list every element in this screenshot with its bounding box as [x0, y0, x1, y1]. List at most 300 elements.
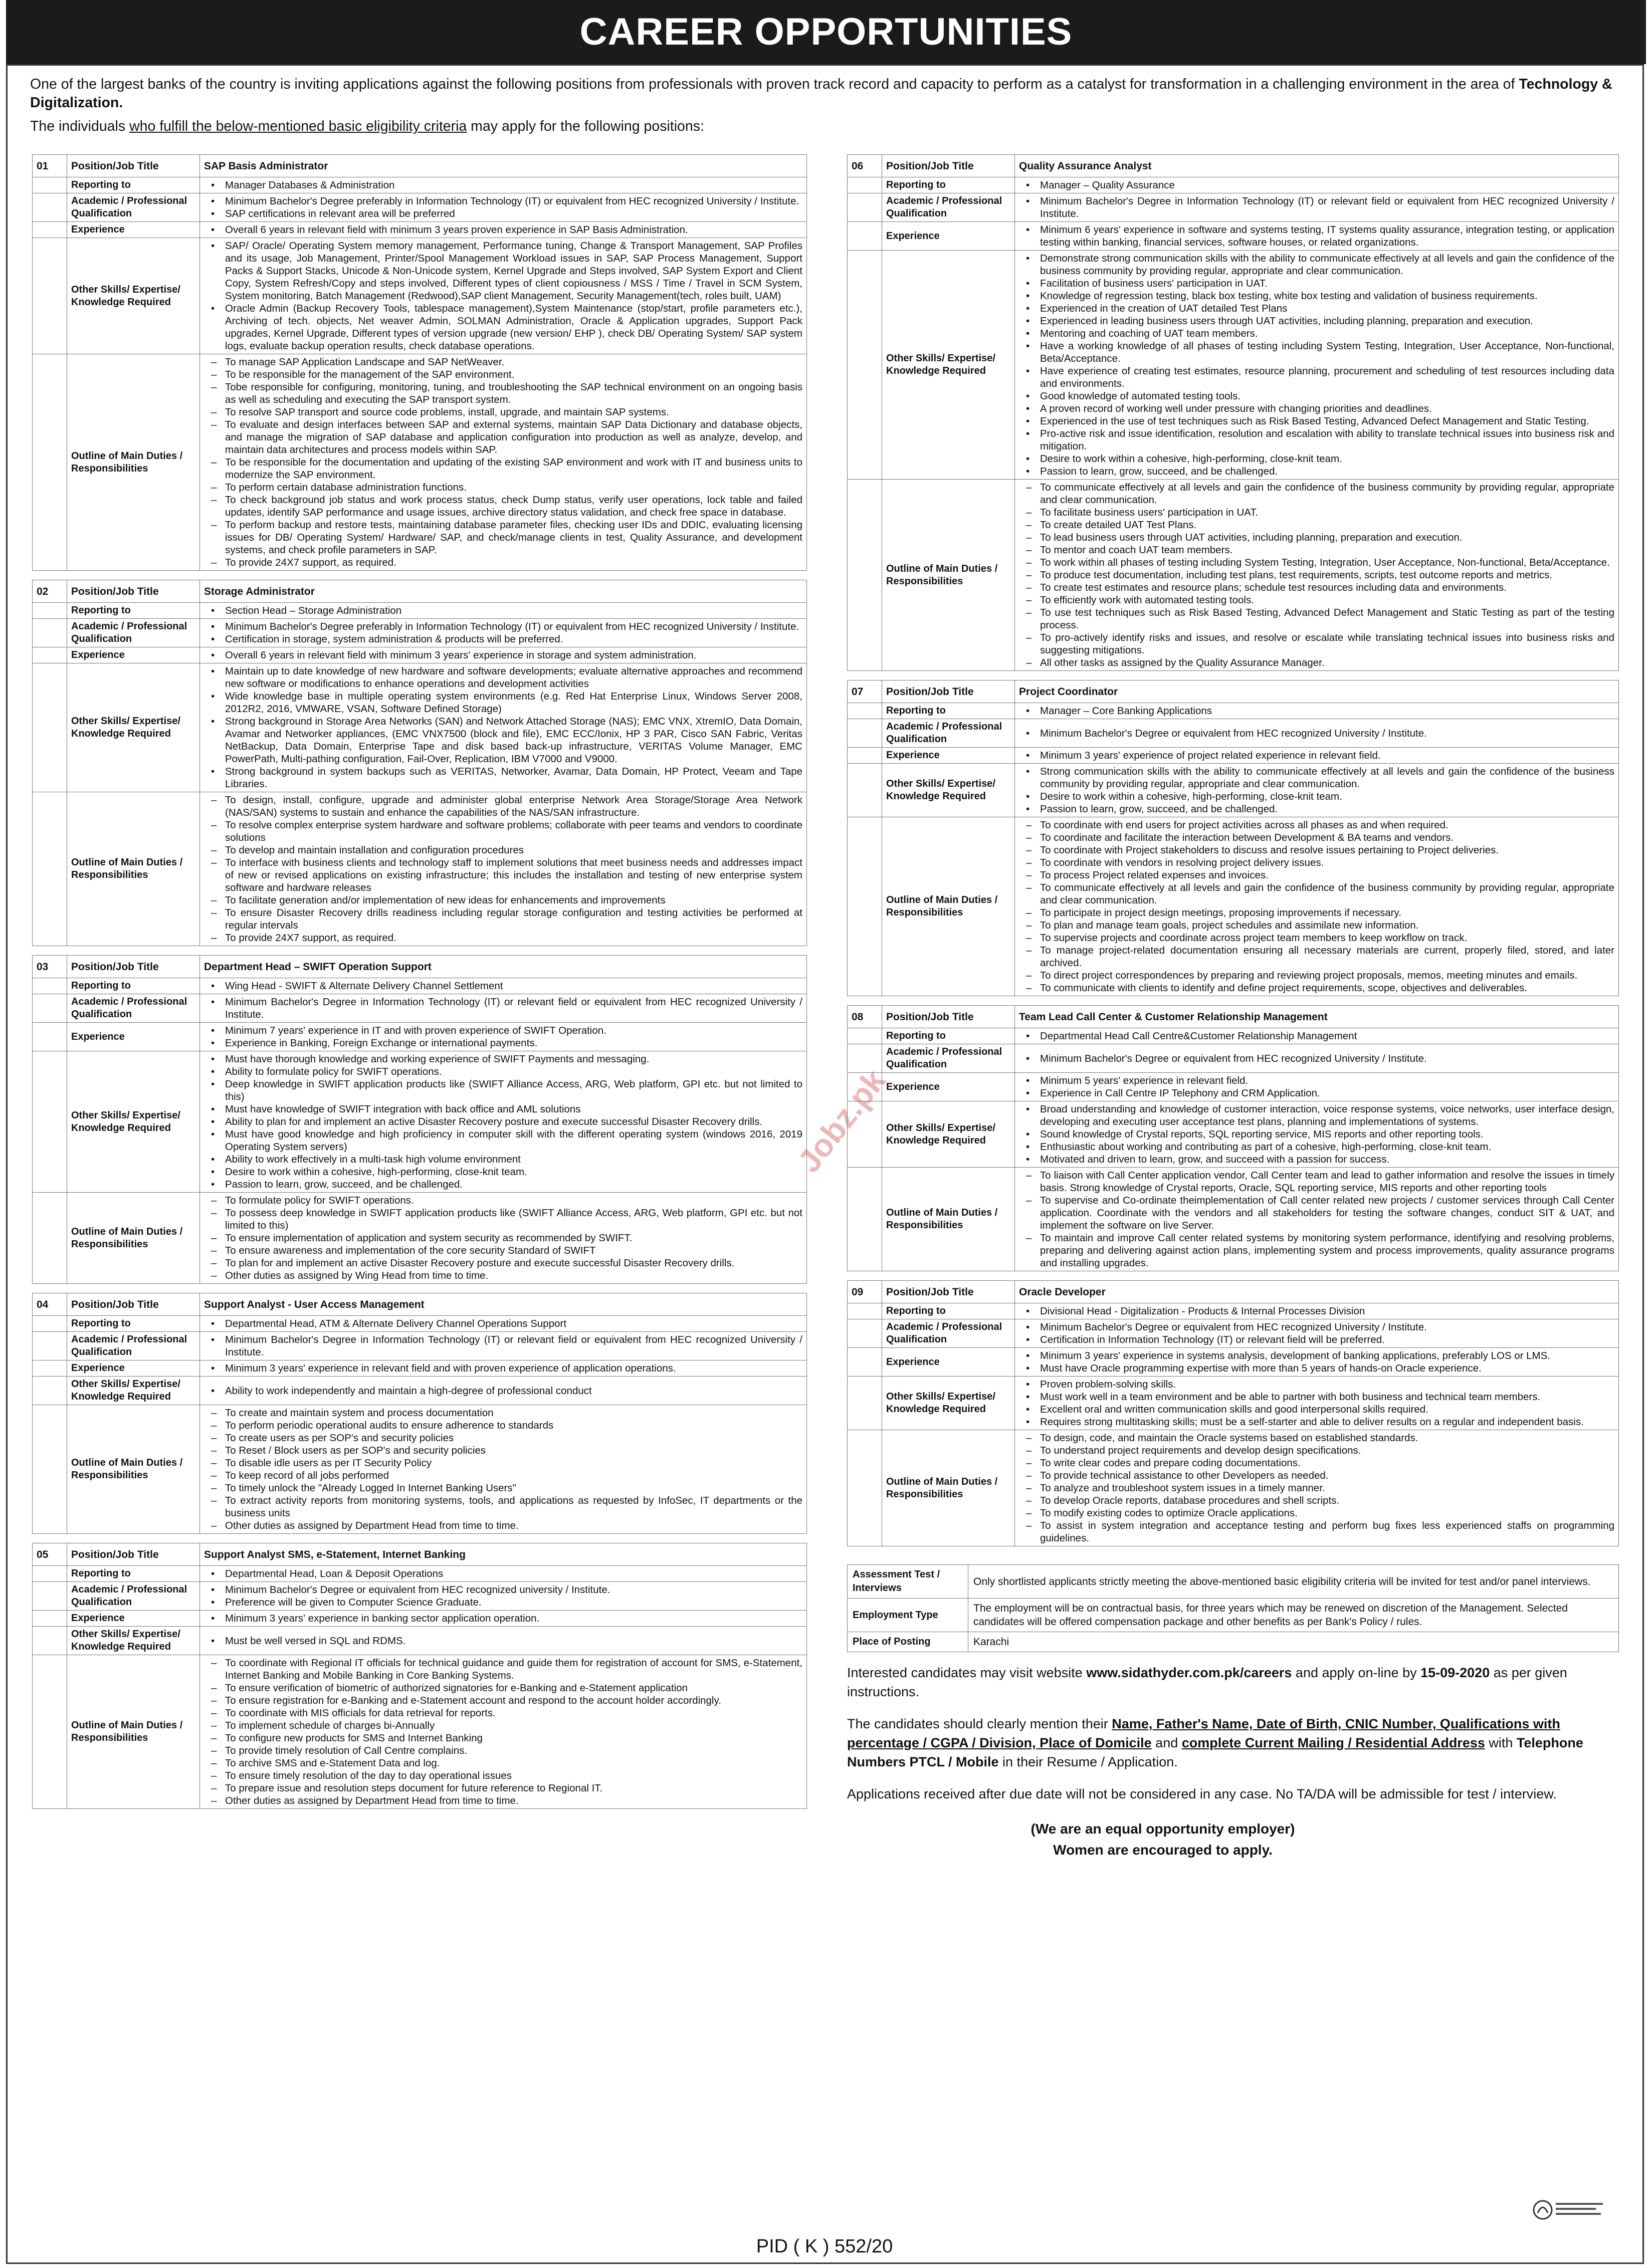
job-duties-row	[33, 792, 807, 946]
reporting-list	[204, 1317, 802, 1330]
spacer-cell	[33, 1655, 67, 1809]
list-item: • Desire to work within a cohesive, high-performing, close-knit team.	[1019, 790, 1614, 803]
list-item: • Minimum Bachelor's Degree preferably in Information Technology (IT) or equivalent from HEC recognized University / Institute.	[204, 195, 802, 207]
job-gap	[848, 1271, 1619, 1281]
list-item: – To supervise and Co-ordinate theimplementation of Call center related new projects / customer services through Call Center application. Coordinate with the vendors and all stakeholders for testing the software changes, conduct SIT & UAT, and implement the software on live Server.	[1019, 1194, 1614, 1232]
skills-list	[204, 1385, 802, 1397]
women-encouraged: Women are encouraged to apply.	[1053, 1842, 1273, 1858]
terms-label: Place of Posting	[848, 1632, 968, 1652]
duties-value	[200, 792, 807, 946]
list-item: – To timely unlock the "Already Logged In Internet Banking Users"	[204, 1482, 802, 1494]
list-item: • Minimum 3 years' experience of project related experience in relevant field.	[1019, 749, 1614, 762]
mention-pre: The candidates should clearly mention their	[847, 1716, 1112, 1731]
list-item: • Broad understanding and knowledge of customer interaction, voice response systems, voice networks, user interface design, developing and executing user acceptance test plans, planning and implementations of systems.	[1019, 1103, 1614, 1128]
job-qualification-row	[33, 193, 807, 222]
jobs-table-left	[32, 154, 807, 1818]
skills-label: Other Skills/ Expertise/ Knowledge Required	[67, 663, 200, 792]
duties-label: Outline of Main Duties / Responsibilities	[882, 1430, 1015, 1546]
skills-value	[1015, 1377, 1619, 1430]
experience-value	[200, 1360, 807, 1377]
list-item: – To mentor and coach UAT team members.	[1019, 544, 1614, 556]
job-header-row	[33, 580, 807, 603]
jobs-table-right	[847, 154, 1619, 1555]
job-title: Team Lead Call Center & Customer Relationship Management	[1015, 1006, 1619, 1028]
spacer-cell	[848, 1168, 882, 1271]
job-reporting-row	[33, 978, 807, 994]
job-skills-row	[848, 764, 1619, 817]
qualification-list	[1019, 727, 1614, 740]
list-item: • Experience in Banking, Foreign Exchange or international payments.	[204, 1037, 802, 1049]
skills-label: Other Skills/ Expertise/ Knowledge Required	[67, 1051, 200, 1193]
list-item: • Minimum 3 years' experience in banking sector application operation.	[204, 1612, 802, 1625]
job-gap	[33, 1534, 807, 1543]
experience-list	[204, 1024, 802, 1049]
list-item: – To develop and maintain installation and configuration procedures	[204, 844, 802, 856]
list-item: – To direct project correspondences by preparing and reviewing project proposals, memos, meeting minutes and emails.	[1019, 969, 1614, 982]
job-number: 05	[33, 1543, 67, 1566]
list-item: • Demonstrate strong communication skills with the ability to communicate effectively at all levels and gain the confidence of the business community by providing regular, appropriate and clear communication.	[1019, 252, 1614, 277]
skills-label: Other Skills/ Expertise/ Knowledge Required	[882, 1101, 1015, 1168]
job-qualification-row	[848, 719, 1619, 748]
duties-label: Outline of Main Duties / Responsibilities	[67, 1405, 200, 1534]
list-item: – To lead business users through UAT activities, including planning, preparation and execution.	[1019, 531, 1614, 544]
experience-value	[1015, 1348, 1619, 1377]
advertising-logo-icon	[1532, 2198, 1607, 2222]
list-item: • Minimum Bachelor's Degree or equivalent from HEC recognized University / Institute.	[1019, 1052, 1614, 1065]
job-experience-row	[33, 647, 807, 663]
spacer-cell	[33, 1611, 67, 1627]
list-item: – To perform backup and restore tests, maintaining database parameter files, checking user IDs and DDIC, evaluating licensing issues for DB/ Operating System/ Hardware/ SAP, and check/manage clients in test, Quality Assurance, and development systems, and check profile parameters in SAP.	[204, 519, 802, 556]
list-item: – To create and maintain system and process documentation	[204, 1407, 802, 1419]
spacer-cell	[848, 1377, 882, 1430]
experience-list	[204, 223, 802, 236]
job-gap	[848, 671, 1619, 681]
job-title: Project Coordinator	[1015, 681, 1619, 703]
job-gap	[33, 1809, 807, 1819]
experience-value	[1015, 222, 1619, 251]
right-column	[847, 154, 1619, 1861]
list-item: • Minimum Bachelor's Degree in Information Technology (IT) or relevant field or equivalent from HEC recognized University / Institute.	[204, 1333, 802, 1358]
spacer-cell	[848, 703, 882, 719]
list-item: • Deep knowledge in SWIFT application products like (SWIFT Alliance Access, ARG, Web platform, GPI etc. but not limited to this)	[204, 1078, 802, 1103]
list-item: – To prepare issue and resolution steps document for future reference to Regional IT.	[204, 1782, 802, 1794]
experience-list	[204, 649, 802, 661]
experience-label: Experience	[882, 1348, 1015, 1377]
list-item: – To communicate effectively at all levels and gain the confidence of the business community by providing regular, appropriate and clear communication.	[1019, 481, 1614, 506]
reporting-list	[1019, 179, 1614, 191]
skills-value	[1015, 1101, 1619, 1168]
list-item: – To liaison with Call Center application vendor, Call Center team and lead to gather information and resolve the issues in timely basis. Strong knowledge of Crystal reports, Oracle, SQL reporting service, MIS reports and other reporting tools	[1019, 1169, 1614, 1194]
intro-pre: The individuals	[30, 118, 130, 134]
qualification-value	[1015, 193, 1619, 222]
skills-label: Other Skills/ Expertise/ Knowledge Required	[882, 1377, 1015, 1430]
skills-list	[1019, 765, 1614, 815]
qualification-value	[1015, 1319, 1619, 1348]
list-item: • Preference will be given to Computer Science Graduate.	[204, 1596, 802, 1609]
list-item: – To provide timely resolution of Call Centre complains.	[204, 1744, 802, 1757]
experience-value	[1015, 748, 1619, 764]
list-item: – To be responsible for the documentation and updating of the existing SAP environment and work with IT and business units to modernize the SAP environment.	[204, 456, 802, 481]
list-item: • Enthusiastic about working and contributing as part of a cohesive, high-performing, close-knit team.	[1019, 1141, 1614, 1153]
list-item: • Desire to work within a cohesive, high-performing, close-knit team.	[204, 1166, 802, 1178]
reporting-value	[1015, 703, 1619, 719]
experience-value	[200, 222, 807, 238]
list-item: • Wide knowledge base in multiple operating system environments (e.g. Red Hat Enterprise Linux, Windows Server 2008, 2012R2, 2016, VMWARE, VSAN, Software Defined Storage)	[204, 690, 802, 715]
list-item: • Maintain up to date knowledge of new hardware and software developments; evaluate alternative approaches and recommend new software or modifications to enhance operations and development activities	[204, 665, 802, 690]
terms-value: Only shortlisted applicants strictly meeting the above-mentioned basic eligibility criteria will be invited for test and/or panel interviews.	[968, 1565, 1619, 1599]
job-number: 02	[33, 580, 67, 603]
skills-list	[204, 665, 802, 790]
qualification-label: Academic / Professional Qualification	[882, 1044, 1015, 1073]
reporting-value	[200, 603, 807, 619]
list-item: – Other duties as assigned by Wing Head from time to time.	[204, 1269, 802, 1282]
job-duties-row	[848, 1430, 1619, 1546]
qualification-label: Academic / Professional Qualification	[882, 1319, 1015, 1348]
job-header-row	[33, 155, 807, 177]
experience-list	[204, 1612, 802, 1625]
job-duties-row	[33, 1193, 807, 1284]
job-experience-row	[848, 1073, 1619, 1101]
list-item: – To modify existing codes to optimize Oracle applications.	[1019, 1507, 1614, 1519]
list-item: – To ensure timely resolution of the day to day operational issues	[204, 1769, 802, 1782]
qualification-list	[1019, 1321, 1614, 1346]
job-experience-row	[848, 222, 1619, 251]
duties-value	[1015, 480, 1619, 671]
list-item: – To evaluate and design interfaces between SAP and external systems, maintain SAP Data Dictionary and database objects, and manage the migration of SAP database and application configuration into production as well as analyze, develop, and maintain data architectures and process models within SAP.	[204, 418, 802, 456]
job-title: Storage Administrator	[200, 580, 807, 603]
reporting-list	[204, 179, 802, 191]
list-item: • Requires strong multitasking skills; must be a self-starter and able to deliver results on a regular and independent basis.	[1019, 1416, 1614, 1428]
duties-value	[200, 1405, 807, 1534]
qualification-label: Academic / Professional Qualification	[882, 193, 1015, 222]
job-number: 08	[848, 1006, 882, 1028]
qualification-list	[204, 620, 802, 645]
list-item: – To coordinate with vendors in resolving project delivery issues.	[1019, 856, 1614, 869]
list-item: • Must be well versed in SQL and RDMS.	[204, 1635, 802, 1647]
duties-list	[204, 1657, 802, 1807]
position-label: Position/Job Title	[882, 1006, 1015, 1028]
list-item: • Manager – Quality Assurance	[1019, 179, 1614, 191]
spacer-cell	[33, 177, 67, 193]
spacer-cell	[848, 480, 882, 671]
list-item: – To assist in system integration and acceptance testing and perform bug fixes less experienced staffs on programming guidelines.	[1019, 1519, 1614, 1544]
website-link[interactable]: www.sidathyder.com.pk/careers	[1086, 1665, 1292, 1680]
job-header-row	[848, 1281, 1619, 1303]
list-item: – To be responsible for the management of the SAP environment.	[204, 368, 802, 381]
reporting-label: Reporting to	[882, 1028, 1015, 1044]
experience-label: Experience	[67, 222, 200, 238]
list-item: • Ability to work effectively in a multi-task high volume environment	[204, 1153, 802, 1166]
list-item: – To ensure awareness and implementation of the core security Standard of SWIFT	[204, 1244, 802, 1257]
experience-list	[1019, 1349, 1614, 1375]
spacer-cell	[848, 1348, 882, 1377]
gap-cell	[33, 1534, 807, 1543]
gap-cell	[848, 671, 1619, 681]
mention-post: in their Resume / Application.	[998, 1754, 1178, 1769]
list-item: – To facilitate generation and/or implementation of new ideas for enhancements and improvements	[204, 894, 802, 906]
duties-label: Outline of Main Duties / Responsibilities	[67, 792, 200, 946]
gap-cell	[848, 1271, 1619, 1281]
mention-mid: and	[1151, 1735, 1182, 1750]
page-title: CAREER OPPORTUNITIES	[6, 0, 1646, 64]
list-item: – To pro-actively identify risks and issues, and resolve or escalate while translating technical issues into business risks and suggesting mitigations.	[1019, 631, 1614, 656]
experience-list	[1019, 749, 1614, 762]
job-duties-row	[33, 1655, 807, 1809]
list-item: – To design, code, and maintain the Oracle systems based on established standards.	[1019, 1432, 1614, 1444]
spacer-cell	[33, 1316, 67, 1332]
list-item: – To coordinate with end users for project activities across all phases as and when required.	[1019, 819, 1614, 831]
experience-label: Experience	[67, 1360, 200, 1377]
list-item: – To resolve SAP transport and source code problems, install, upgrade, and maintain SAP systems.	[204, 406, 802, 418]
list-item: – To write clear codes and prepare coding documentations.	[1019, 1457, 1614, 1469]
list-item: • Proven problem-solving skills.	[1019, 1378, 1614, 1391]
list-item: • Wing Head - SWIFT & Alternate Delivery Channel Settlement	[204, 980, 802, 992]
duties-list	[204, 794, 802, 944]
position-label: Position/Job Title	[67, 956, 200, 978]
duties-label: Outline of Main Duties / Responsibilities	[882, 817, 1015, 996]
list-item: • Desire to work within a cohesive, high-performing, close-knit team.	[1019, 452, 1614, 465]
duties-label: Outline of Main Duties / Responsibilities	[882, 1168, 1015, 1271]
reporting-label: Reporting to	[882, 703, 1015, 719]
list-item: – To coordinate and facilitate the interaction between Development & BA teams and vendors.	[1019, 831, 1614, 844]
qualification-list	[204, 195, 802, 220]
reporting-value	[1015, 177, 1619, 193]
apply-pre: Interested candidates may visit website	[847, 1665, 1087, 1680]
list-item: • Ability to plan for and implement an active Disaster Recovery posture and execute successful Disaster Recovery drills.	[204, 1115, 802, 1128]
equal-opportunity: (We are an equal opportunity employer)	[1030, 1821, 1295, 1837]
list-item: – To communicate with clients to identify and define project requirements, scope, objectives and deliverables.	[1019, 982, 1614, 994]
reporting-label: Reporting to	[67, 1566, 200, 1582]
spacer-cell	[33, 1051, 67, 1193]
mention-paragraph	[847, 1714, 1619, 1771]
reporting-label: Reporting to	[882, 177, 1015, 193]
list-item: – To supervise projects and coordinate across project team members to keep workflow on track.	[1019, 932, 1614, 944]
spacer-cell	[848, 1303, 882, 1319]
qualification-value	[1015, 719, 1619, 748]
list-item: – To coordinate with Project stakeholders to discuss and resolve issues pertaining to Project deliveries.	[1019, 844, 1614, 856]
spacer-cell	[33, 792, 67, 946]
job-skills-row	[33, 238, 807, 354]
left-column	[32, 154, 807, 1818]
job-header-row	[33, 956, 807, 978]
qualification-label: Academic / Professional Qualification	[67, 1332, 200, 1360]
spacer-cell	[33, 1566, 67, 1582]
position-label: Position/Job Title	[882, 681, 1015, 703]
list-item: • Minimum Bachelor's Degree or equivalent from HEC recognized University / Institute.	[1019, 727, 1614, 740]
list-item: • Passion to learn, grow, succeed, and be challenged.	[1019, 803, 1614, 815]
list-item: • A proven record of working well under pressure with changing priorities and deadlines.	[1019, 402, 1614, 415]
duties-value	[200, 1193, 807, 1284]
list-item: • Have a working knowledge of all phases of testing including System Testing, Integration, User Acceptance, Non-functional, Beta/Acceptance.	[1019, 340, 1614, 365]
closing	[847, 1819, 1479, 1861]
list-item: • Minimum 3 years' experience in relevant field and with proven experience of application operations.	[204, 1362, 802, 1375]
list-item: – To manage SAP Application Landscape and SAP NetWeaver.	[204, 356, 802, 368]
reporting-label: Reporting to	[67, 1316, 200, 1332]
job-title: Support Analyst SMS, e-Statement, Internet Banking	[200, 1543, 807, 1566]
duties-list	[204, 1194, 802, 1282]
experience-value	[200, 1023, 807, 1051]
watermark: Jobz.pk	[790, 1062, 893, 1180]
job-qualification-row	[848, 193, 1619, 222]
qualification-value	[200, 1332, 807, 1360]
job-skills-row	[33, 663, 807, 792]
experience-list	[1019, 1074, 1614, 1099]
spacer-cell	[33, 619, 67, 647]
list-item: • Minimum Bachelor's Degree or equivalent from HEC recognized university / Institute.	[204, 1583, 802, 1596]
gap-cell	[848, 996, 1619, 1006]
job-qualification-row	[33, 619, 807, 647]
list-item: • Experience in Call Centre IP Telephony and CRM Application.	[1019, 1087, 1614, 1099]
list-item: – All other tasks as assigned by the Quality Assurance Manager.	[1019, 656, 1614, 669]
skills-value	[200, 1627, 807, 1655]
job-gap	[33, 571, 807, 580]
spacer-cell	[848, 764, 882, 817]
skills-value	[1015, 251, 1619, 480]
gap-cell	[33, 1809, 807, 1819]
job-gap	[33, 1284, 807, 1293]
duties-value	[200, 354, 807, 571]
qualification-value	[200, 193, 807, 222]
list-item: – To perform periodic operational audits to ensure adherence to standards	[204, 1419, 802, 1432]
list-item: • Minimum 7 years' experience in IT and with proven experience of SWIFT Operation.	[204, 1024, 802, 1037]
spacer-cell	[33, 1360, 67, 1377]
job-title: Quality Assurance Analyst	[1015, 155, 1619, 177]
terms-table	[847, 1564, 1619, 1652]
spacer-cell	[848, 1430, 882, 1546]
job-number: 01	[33, 155, 67, 177]
list-item: – To Reset / Block users as per SOP's and security policies	[204, 1444, 802, 1457]
skills-label: Other Skills/ Expertise/ Knowledge Required	[882, 251, 1015, 480]
spacer-cell	[33, 1193, 67, 1284]
job-reporting-row	[848, 703, 1619, 719]
list-item: • Have experience of creating test estimates, resource planning, procurement and scheduling of test resources including data and environments.	[1019, 365, 1614, 390]
list-item: • Minimum 3 years' experience in systems analysis, development of banking applications, preferably LOS or LMS.	[1019, 1349, 1614, 1362]
list-item: • SAP certifications in relevant area will be preferred	[204, 207, 802, 220]
reporting-value	[1015, 1303, 1619, 1319]
job-experience-row	[848, 1348, 1619, 1377]
list-item: • Certification in storage, system administration & products will be preferred.	[204, 633, 802, 645]
list-item: – To implement schedule of charges bi-Annually	[204, 1719, 802, 1732]
spacer-cell	[33, 1332, 67, 1360]
spacer-cell	[848, 222, 882, 251]
spacer-cell	[33, 647, 67, 663]
job-duties-row	[848, 480, 1619, 671]
skills-list	[204, 1053, 802, 1191]
job-number: 09	[848, 1281, 882, 1303]
list-item: • Good knowledge of automated testing tools.	[1019, 390, 1614, 402]
list-item: – To provide 24X7 support, as required.	[204, 932, 802, 944]
list-item: – To ensure verification of biometric of authorized signatories for e-Banking and e-Statement application	[204, 1682, 802, 1694]
list-item: • Minimum 5 years' experience in relevant field.	[1019, 1074, 1614, 1087]
terms-row	[848, 1632, 1619, 1652]
terms-row	[848, 1565, 1619, 1599]
spacer-cell	[848, 1073, 882, 1101]
spacer-cell	[33, 222, 67, 238]
skills-list	[1019, 252, 1614, 478]
spacer-cell	[848, 1319, 882, 1348]
list-item: • Manager – Core Banking Applications	[1019, 705, 1614, 717]
list-item: – To perform certain database administration functions.	[204, 481, 802, 494]
job-gap	[848, 1546, 1619, 1556]
list-item: • Oracle Admin (Backup Recovery Tools, tablespace management),System Maintenance (stop/start, profile parameters etc.), Archiving of tech. objects, Net weaver Admin, SOLMAN Administration, Oracle & Application upgrades, Support Pack upgrades, Kernel Upgrade, Different types of version upgrade (new version/ EHP ), check DB/ Operating System/ SAP system logs, evaluate backup operation results, check database operations.	[204, 302, 802, 352]
job-header-row	[33, 1293, 807, 1316]
spacer-cell	[848, 193, 882, 222]
job-number: 04	[33, 1293, 67, 1316]
list-item: • Overall 6 years in relevant field with minimum 3 years proven experience in SAP Basis Administration.	[204, 223, 802, 236]
spacer-cell	[33, 238, 67, 354]
list-item: – To coordinate with Regional IT officials for technical guidance and guide them for registration of account for SMS, e-Statement, Internet Banking and Mobile Banking in Core Banking Systems.	[204, 1657, 802, 1682]
intro-bold: Technology & Digitalization.	[30, 76, 1612, 111]
list-item: – To resolve complex enterprise system hardware and software problems; collaborate with peer teams and vendors to coordinate solutions	[204, 819, 802, 844]
list-item: – To develop Oracle reports, database procedures and shell scripts.	[1019, 1494, 1614, 1507]
gap-cell	[848, 1546, 1619, 1556]
job-skills-row	[848, 1377, 1619, 1430]
list-item: • Experienced in the use of test techniques such as Risk Based Testing, Advanced Defect Management and Static Testing.	[1019, 415, 1614, 427]
duties-list	[1019, 1432, 1614, 1544]
qualification-list	[1019, 195, 1614, 220]
list-item: – To create users as per SOP's and security policies	[204, 1432, 802, 1444]
list-item: – To check background job status and work process status, check Dump status, verify user operations, lock table and failed updates, identify SAP performance and usage issues, archive directory status validation, and check free space in database.	[204, 494, 802, 519]
terms-label: Employment Type	[848, 1599, 968, 1632]
list-item: – To design, install, configure, upgrade and administer global enterprise Network Area Storage/Storage Area Network (NAS/SAN) systems to sustain and enhance the capabilities of the NAS/SAN infrastructure.	[204, 794, 802, 819]
list-item: – To ensure registration for e-Banking and e-Statement account and respond to the account holder accordingly.	[204, 1694, 802, 1707]
list-item: • Motivated and driven to learn, grow, and succeed with a passion for success.	[1019, 1153, 1614, 1166]
job-number: 07	[848, 681, 882, 703]
list-item: • Minimum Bachelor's Degree or equivalent from HEC recognized University / Institute.	[1019, 1321, 1614, 1333]
intro-underline: who fulfill the below-mentioned basic eligibility criteria	[129, 118, 467, 134]
list-item: • Divisional Head - Digitalization - Products & Internal Processes Division	[1019, 1305, 1614, 1317]
position-label: Position/Job Title	[67, 1543, 200, 1566]
list-item: • Passion to learn, grow, succeed, and be challenged.	[1019, 465, 1614, 478]
list-item: – To coordinate with MIS officials for data retrieval for reports.	[204, 1707, 802, 1719]
list-item: • Must have good knowledge and high proficiency in computer skill with the different operating system (windows 2016, 2019 Operating System servers)	[204, 1128, 802, 1153]
reporting-value	[200, 1566, 807, 1582]
gap-cell	[33, 946, 807, 956]
qualification-label: Academic / Professional Qualification	[67, 619, 200, 647]
spacer-cell	[848, 251, 882, 480]
spacer-cell	[33, 603, 67, 619]
spacer-cell	[33, 1627, 67, 1655]
spacer-cell	[33, 1023, 67, 1051]
due-date: 15-09-2020	[1420, 1665, 1490, 1680]
job-experience-row	[33, 1360, 807, 1377]
experience-label: Experience	[67, 1023, 200, 1051]
job-skills-row	[33, 1377, 807, 1405]
position-label: Position/Job Title	[882, 1281, 1015, 1303]
job-qualification-row	[848, 1044, 1619, 1073]
terms-value: The employment will be on contractual basis, for three years which may be renewed on discretion of the Management. Selected candidates will be offered compensation package and other benefits as per Bank's Policy / rules.	[968, 1599, 1619, 1632]
list-item: • Knowledge of regression testing, black box testing, white box testing and validation of business requirements.	[1019, 290, 1614, 302]
reporting-list	[1019, 705, 1614, 717]
list-item: – To plan for and implement an active Disaster Recovery posture and execute successful Disaster Recovery drills.	[204, 1257, 802, 1269]
skills-label: Other Skills/ Expertise/ Knowledge Required	[67, 1627, 200, 1655]
duties-list	[1019, 481, 1614, 669]
qualification-value	[200, 619, 807, 647]
spacer-cell	[33, 978, 67, 994]
intro-paragraph-1	[30, 75, 1629, 112]
list-item: • Pro-active risk and issue identification, resolution and escalation with ability to translate technical issues into business risk and mitigation.	[1019, 427, 1614, 452]
mention-required-fields: Name, Father's Name, Date of Birth, CNIC Number, Qualifications with percentage / CGPA / Division, Place of Domicile	[847, 1716, 1560, 1750]
reporting-label: Reporting to	[67, 603, 200, 619]
job-qualification-row	[33, 1582, 807, 1611]
list-item: • Mentoring and coaching of UAT team members.	[1019, 327, 1614, 340]
position-label: Position/Job Title	[882, 155, 1015, 177]
skills-label: Other Skills/ Expertise/ Knowledge Required	[67, 238, 200, 354]
job-header-row	[848, 1006, 1619, 1028]
duties-value	[1015, 817, 1619, 996]
list-item: – Tobe responsible for configuring, monitoring, tuning, and troubleshooting the SAP technical environment on an ongoing basis as well as scheduling and executing the SAP transport system.	[204, 381, 802, 406]
job-gap	[33, 946, 807, 956]
